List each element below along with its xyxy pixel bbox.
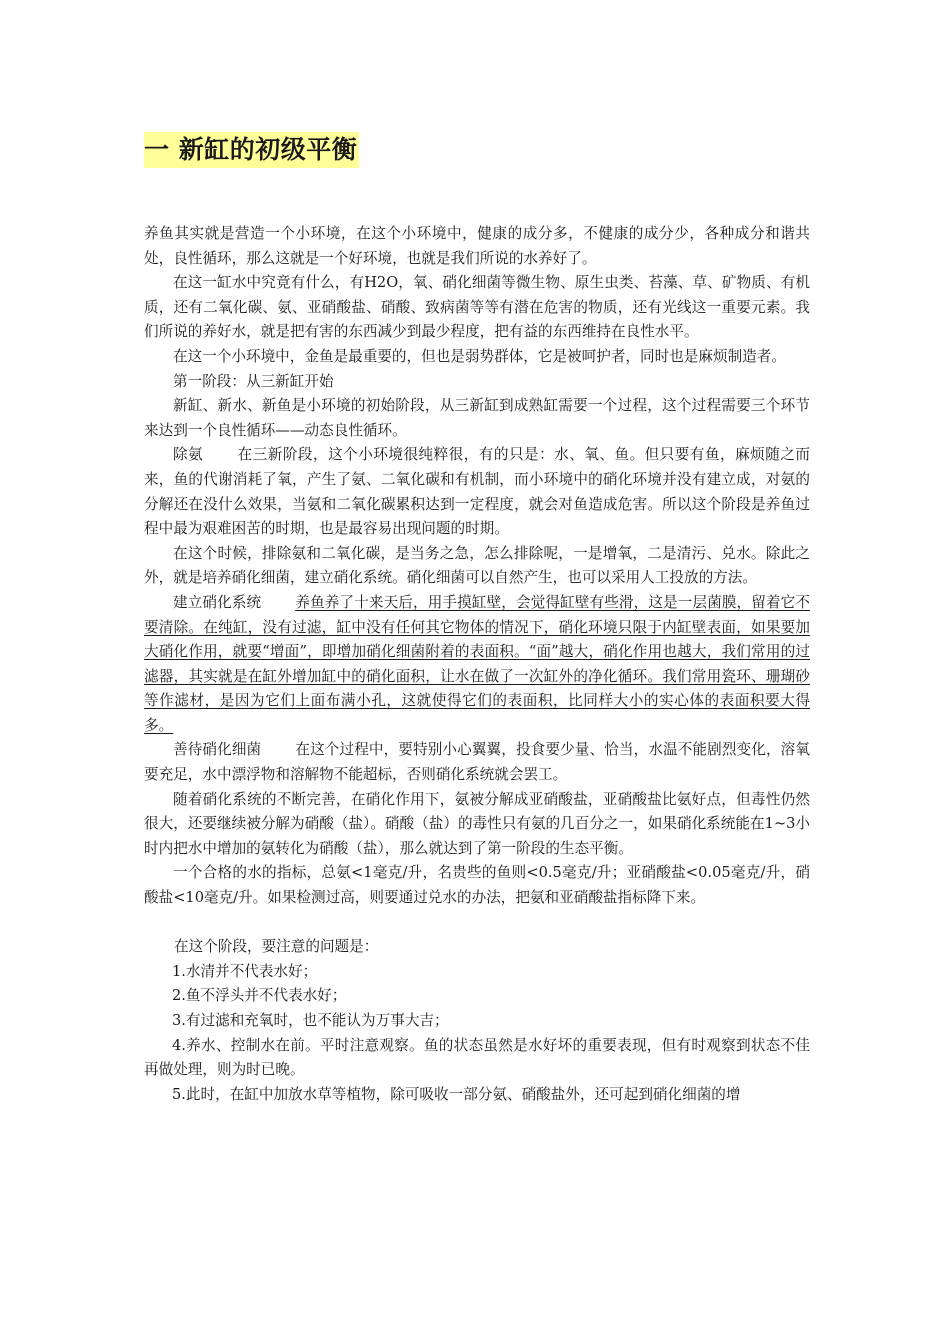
remove-ammonia-label: 除氨 [173, 446, 204, 464]
paragraph-tank-contents: 在这一缸水中究竟有什么，有H2O，氧、硝化细菌等微生物、原生虫类、苔藻、草、矿物质、有机质，还有二氧化碳、氨、亚硝酸盐、硝酸、致病菌等等有潜在危害的物质，还有光线这一重要元素。我们所说的养好水，就是把有害的东西减少到最少程度，把有益的东西维持在良性水平。 [144, 274, 810, 341]
document-body [144, 222, 810, 1107]
nitrification-label: 建立硝化系统 [173, 593, 262, 611]
paragraph-remove-ammonia-method: 在这个时候，排除氨和二氧化碳，是当务之急，怎么排除呢，一是增氧，二是清污、兑水。除此之外，就是培养硝化细菌，建立硝化系统。硝化细菌可以自然产生，也可以采用人工投放的方法。 [144, 544, 810, 587]
paragraph-stage-one-heading: 第一阶段：从三新缸开始 [173, 372, 334, 390]
issue-item: 1.水清并不代表水好； [172, 962, 318, 980]
treat-bacteria-label: 善待硝化细菌 [173, 741, 262, 759]
blank-line [144, 911, 810, 936]
paragraph-goldfish-role: 在这一个小环境中，金鱼是最重要的，但也是弱势群体，它是被呵护者，同时也是麻烦制造者。 [173, 347, 786, 365]
paragraph-remove-ammonia [144, 443, 810, 541]
paragraph-nitrification-system [144, 591, 810, 739]
issues-intro: 在这个阶段，要注意的问题是： [174, 938, 379, 956]
issue-item: 5.此时，在缸中加放水草等植物，除可吸收一部分氨、硝酸盐外，还可起到硝化细菌的增 [172, 1085, 741, 1103]
issue-item: 3.有过滤和充氧时，也不能认为万事大吉； [172, 1012, 449, 1029]
paragraph-treat-bacteria [144, 738, 810, 787]
treat-bacteria-text: 在这个过程中，要特别小心翼翼，投食要少量、恰当，水温不能剧烈变化，溶氧要充足，水中漂浮物和溶解物不能超标，否则硝化系统就会罢工。 [144, 741, 810, 784]
paragraph-water-standards: 一个合格的水的指标，总氨<1毫克/升，名贵些的鱼则<0.5毫克/升；亚硝酸盐<0.05毫克/升，硝酸盐<10毫克/升。如果检测过高，则要通过兑水的办法，把氨和亚硝酸盐指标降下来。 [144, 864, 810, 907]
paragraph-nitrification-process: 随着硝化系统的不断完善，在硝化作用下，氨被分解成亚硝酸盐，亚硝酸盐比氨好点，但毒性仍然很大，还要继续被分解为硝酸（盐）。硝酸（盐）的毒性只有氨的几百分之一，如果硝化系统能在1~3小时内把水中增加的氨转化为硝酸（盐），那么就达到了第一阶段的生态平衡。 [144, 790, 810, 857]
paragraph-new-tank: 新缸、新水、新鱼是小环境的初始阶段，从三新缸到成熟缸需要一个过程，这个过程需要三个环节来达到一个良性循环——动态良性循环。 [144, 397, 810, 439]
section-title: 一 新缸的初级平衡 [144, 132, 359, 168]
paragraph-intro: 养鱼其实就是营造一个小环境，在这个小环境中，健康的成分多，不健康的成分少，各种成分和谐共处，良性循环，那么这就是一个好环境，也就是我们所说的水养好了。 [144, 225, 810, 267]
issue-item: 2.鱼不浮头并不代表水好； [172, 987, 347, 1005]
nitrification-text: 养鱼养了十来天后，用手摸缸壁，会觉得缸壁有些滑，这是一层菌膜，留着它不要清除。在纯缸，没有过滤，缸中没有任何其它物体的情况下，硝化环境只限于内缸壁表面，如果要加大硝化作用，就要“增面”，即增加硝化细菌附着的表面积。“面”越大，硝化作用也越大，我们常用的过滤器，其实就是在缸外增加缸中的硝化面积，让水在做了一次缸外的净化循环。我们常用瓷环、珊瑚砂等作滤材，是因为它们上面布满小孔，这就使得它们的表面积，比同样大小的实心体的表面积要大得多。 [144, 593, 810, 734]
issue-item: 4.养水、控制水在前。平时注意观察。鱼的状态虽然是水好坏的重要表现，但有时观察到状态不佳再做处理，则为时已晚。 [144, 1036, 810, 1079]
remove-ammonia-text: 在三新阶段，这个小环境很纯粹很，有的只是：水、氧、鱼。但只要有鱼，麻烦随之而来，鱼的代谢消耗了氧，产生了氨、二氧化碳和有机制，而小环境中的硝化环境并没有建立成，对氨的分解还在没什么效果，当氨和二氧化碳累积达到一定程度，就会对鱼造成危害。所以这个阶段是养鱼过程中最为艰难困苦的时期，也是最容易出现问题的时期。 [144, 446, 810, 538]
